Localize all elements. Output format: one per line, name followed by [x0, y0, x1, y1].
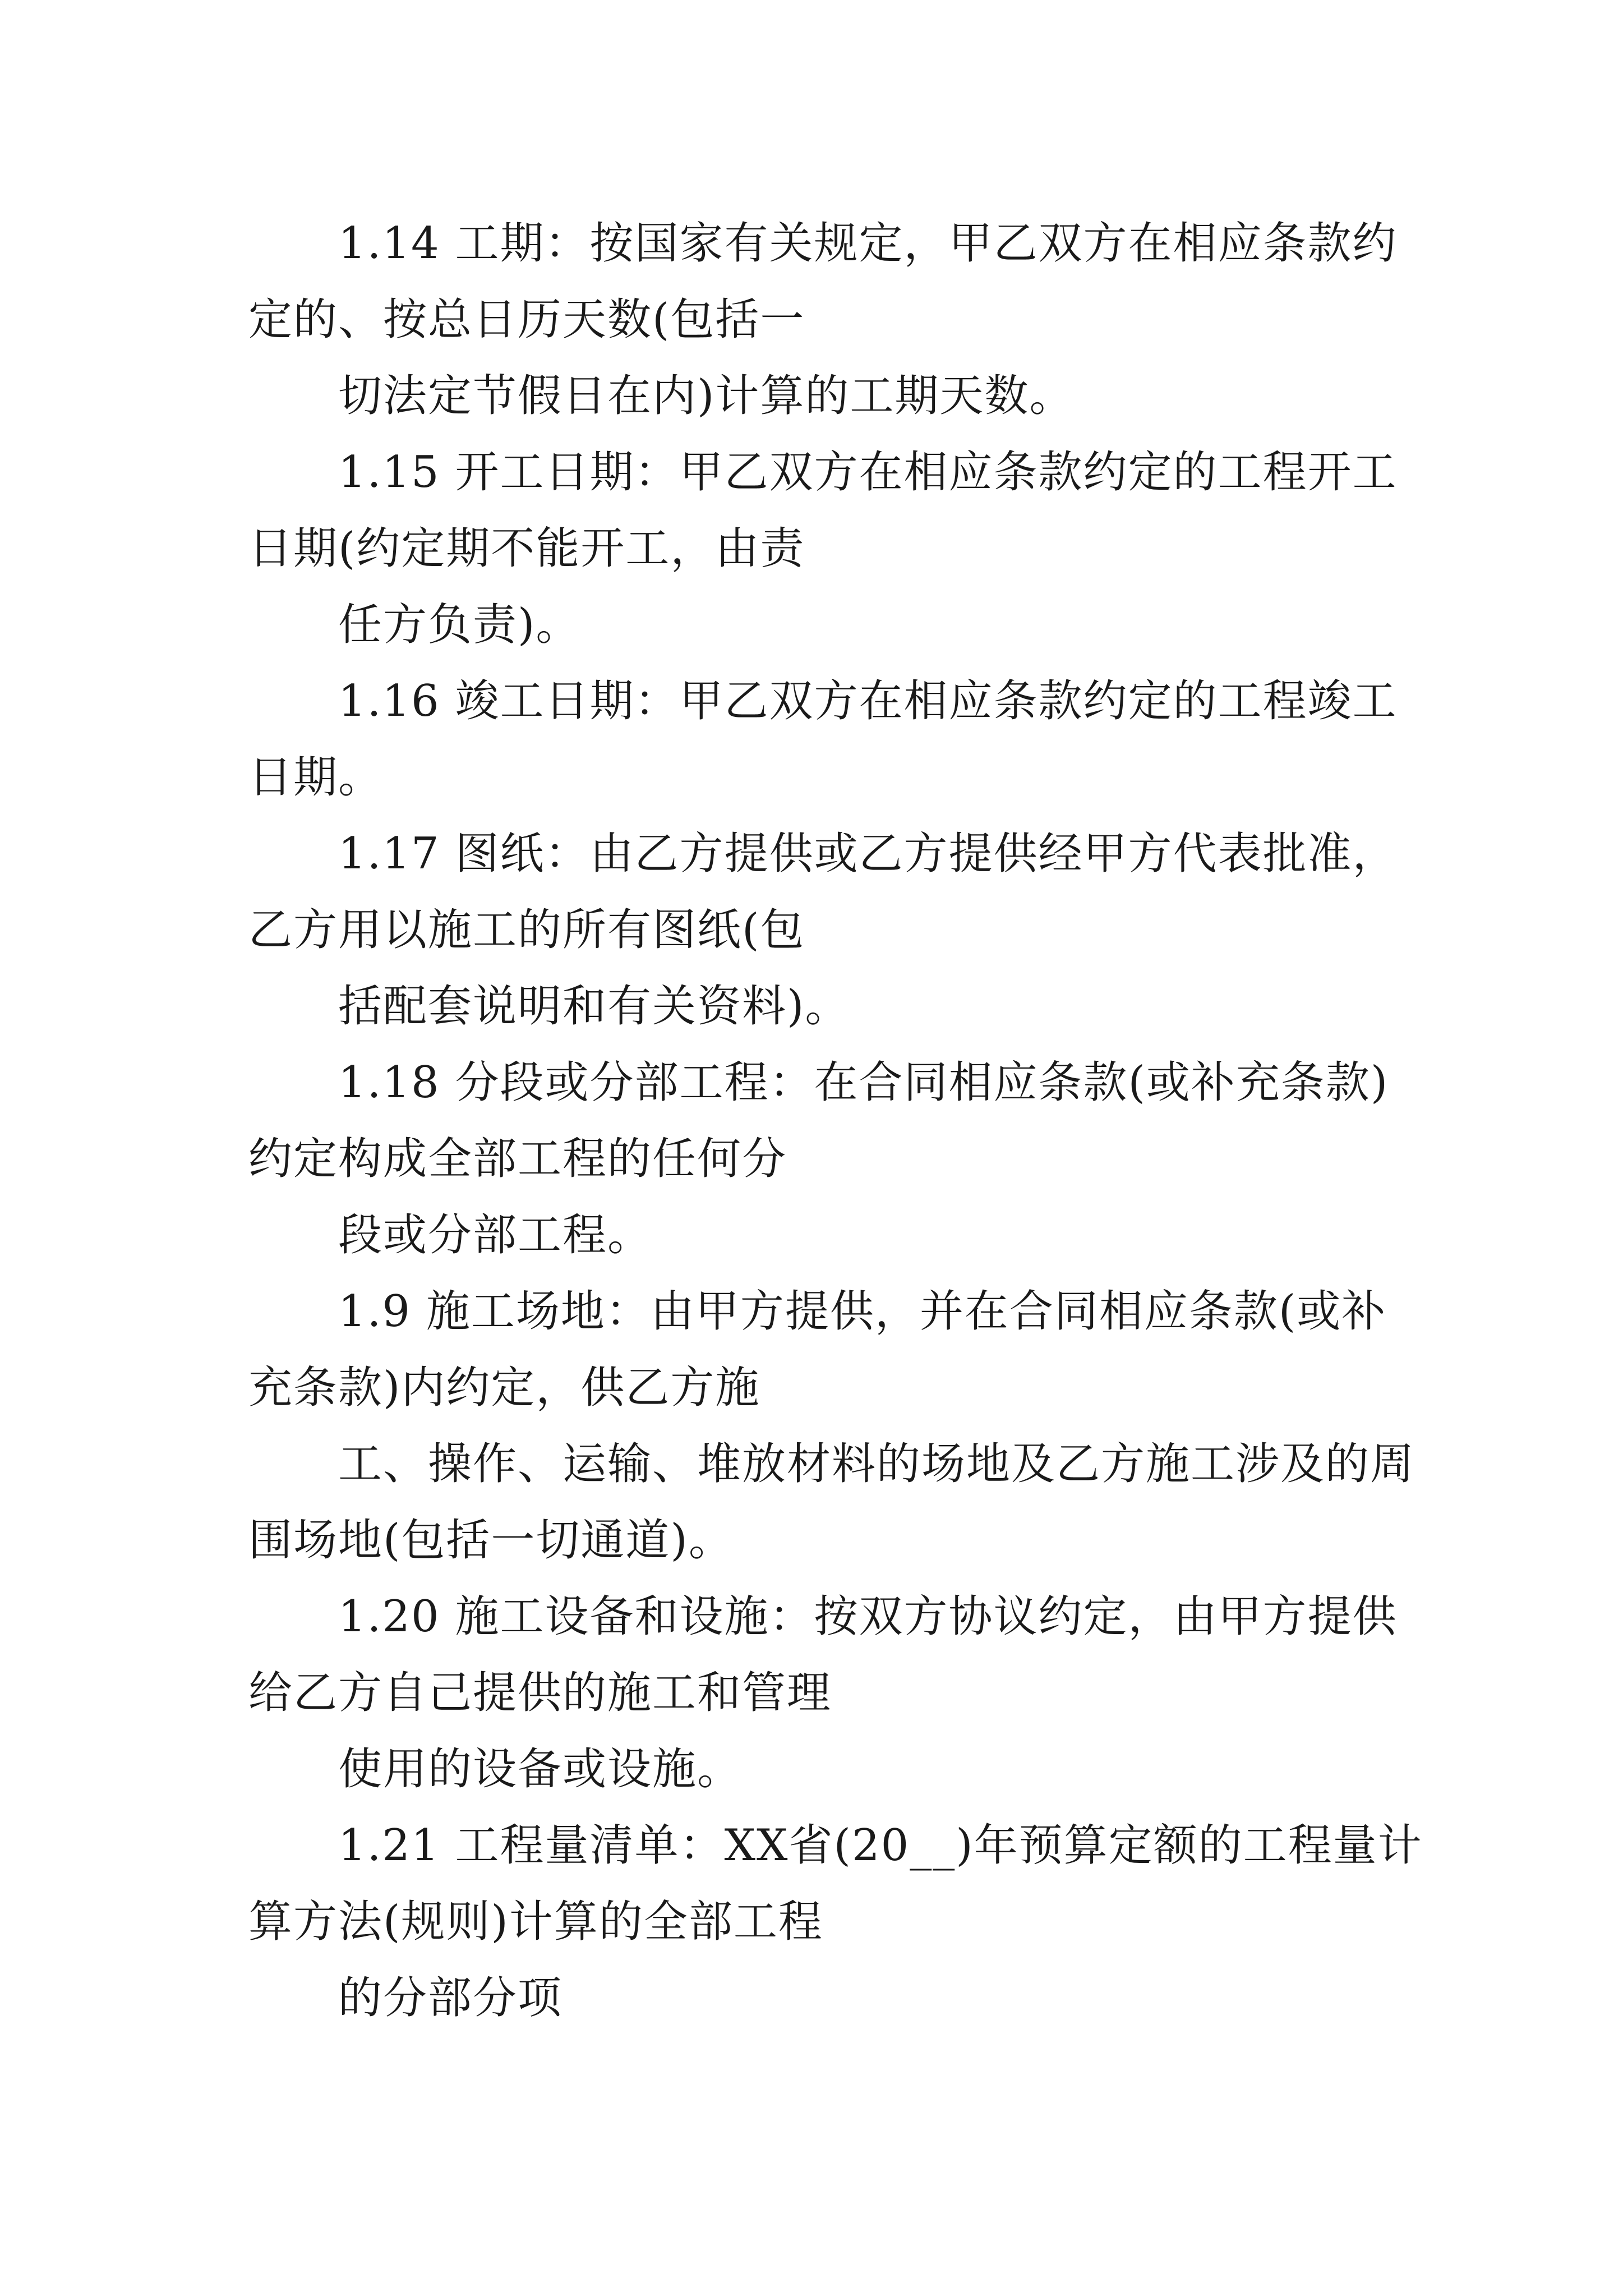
- clause-1-9-line-1: 1.9 施工场地：由甲方提供，并在合同相应条款(或补: [338, 1286, 1387, 1337]
- clause-1-21-line-2: 算方法(规则)计算的全部工程: [248, 1897, 823, 1947]
- clause-1-15-line-1: 1.15 开工日期：甲乙双方在相应条款约定的工程开工: [338, 447, 1398, 498]
- clause-1-18-line-2: 约定构成全部工程的任何分: [248, 1134, 787, 1184]
- clause-1-17-line-3: 括配套说明和有关资料)。: [338, 981, 850, 1032]
- clause-1-15-line-2: 日期(约定期不能开工，由责: [248, 523, 805, 574]
- clause-1-20-line-3: 使用的设备或设施。: [338, 1744, 743, 1795]
- clause-1-9-line-4: 围场地(包括一切通道)。: [248, 1515, 734, 1566]
- clause-1-9-line-2: 充条款)内约定，供乙方施: [248, 1363, 760, 1413]
- clause-1-20-line-2: 给乙方自己提供的施工和管理: [248, 1668, 832, 1718]
- clause-1-15-line-3: 任方负责)。: [338, 600, 581, 650]
- clause-1-14-line-2: 定的、按总日历天数(包括一: [248, 295, 805, 345]
- clause-1-21-line-3: 的分部分项: [338, 1973, 563, 2023]
- clause-1-21-line-1: 1.21 工程量清单：XX省(20__)年预算定额的工程量计: [338, 1820, 1423, 1871]
- clause-1-14-line-1: 1.14 工期：按国家有关规定，甲乙双方在相应条款约: [338, 218, 1398, 269]
- clause-1-16-line-2: 日期。: [248, 752, 384, 803]
- clause-1-20-line-1: 1.20 施工设备和设施：按双方协议约定，由甲方提供: [338, 1591, 1398, 1642]
- clause-1-18-line-1: 1.18 分段或分部工程：在合同相应条款(或补充条款): [338, 1057, 1389, 1108]
- clause-1-18-line-3: 段或分部工程。: [338, 1210, 653, 1260]
- clause-1-17-line-2: 乙方用以施工的所有图纸(包: [248, 905, 805, 955]
- clause-1-9-line-3: 工、操作、运输、堆放材料的场地及乙方施工涉及的周: [338, 1439, 1415, 1489]
- clause-1-14-line-3: 切法定节假日在内)计算的工期天数。: [338, 371, 1075, 421]
- clause-1-17-line-1: 1.17 图纸：由乙方提供或乙方提供经甲方代表批准，: [338, 829, 1398, 879]
- clause-1-16-line-1: 1.16 竣工日期：甲乙双方在相应条款约定的工程竣工: [338, 676, 1398, 726]
